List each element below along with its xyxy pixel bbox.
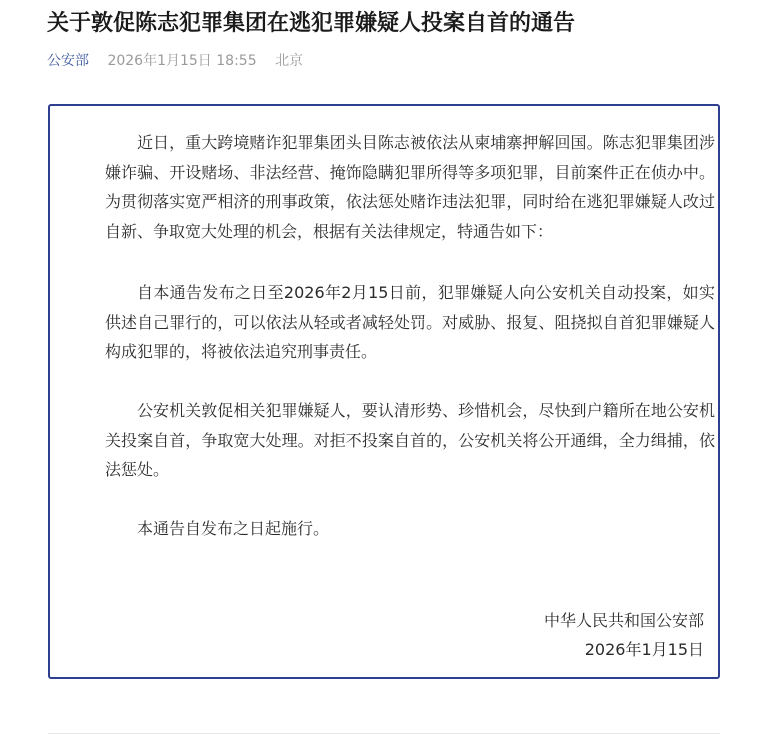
- notice-paragraph-4: 本通告自发布之日起施行。: [137, 519, 330, 538]
- source-link[interactable]: 公安部: [47, 53, 89, 69]
- notice-box: [48, 104, 720, 679]
- notice-paragraph-3: 公安机关敦促相关犯罪嫌疑人，要认清形势、珍惜机会，尽快到户籍所在地公安机关投案自首，争取宽大处理。对拒不投案自首的，公安机关将公开通缉，全力缉捕，依法惩处。: [105, 401, 715, 479]
- notice-paragraph-2: 自本通告发布之日至2026年2月15日前，犯罪嫌疑人向公安机关自动投案，如实供述自己罪行的，可以依法从轻或者减轻处罚。对威胁、报复、阻挠拟自首犯罪嫌疑人构成犯罪的，将被依法追究刑事责任。: [105, 283, 715, 361]
- notice-signature: [544, 606, 704, 664]
- signature-issuer: 中华人民共和国公安部: [543, 611, 704, 630]
- signature-date: 2026年1月15日: [584, 640, 704, 659]
- notice-paragraph-1: 近日，重大跨境赌诈犯罪集团头目陈志被依法从柬埔寨押解回国。陈志犯罪集团涉嫌诈骗、开设赌场、非法经营、掩饰隐瞒犯罪所得等多项犯罪，目前案件正在侦办中。为贯彻落实宽严相济的刑事政策，依法惩处赌诈违法犯罪，同时给在逃犯罪嫌疑人改过自新、争取宽大处理的机会，根据有关法律规定，特通告如下：: [105, 133, 715, 241]
- publish-location: 北京: [275, 53, 304, 69]
- publish-datetime: 2026年1月15日 18:55: [107, 53, 257, 69]
- article-meta: [47, 51, 303, 71]
- divider: [48, 733, 720, 734]
- article-title: 关于敦促陈志犯罪集团在逃犯罪嫌疑人投案自首的通告: [47, 11, 576, 36]
